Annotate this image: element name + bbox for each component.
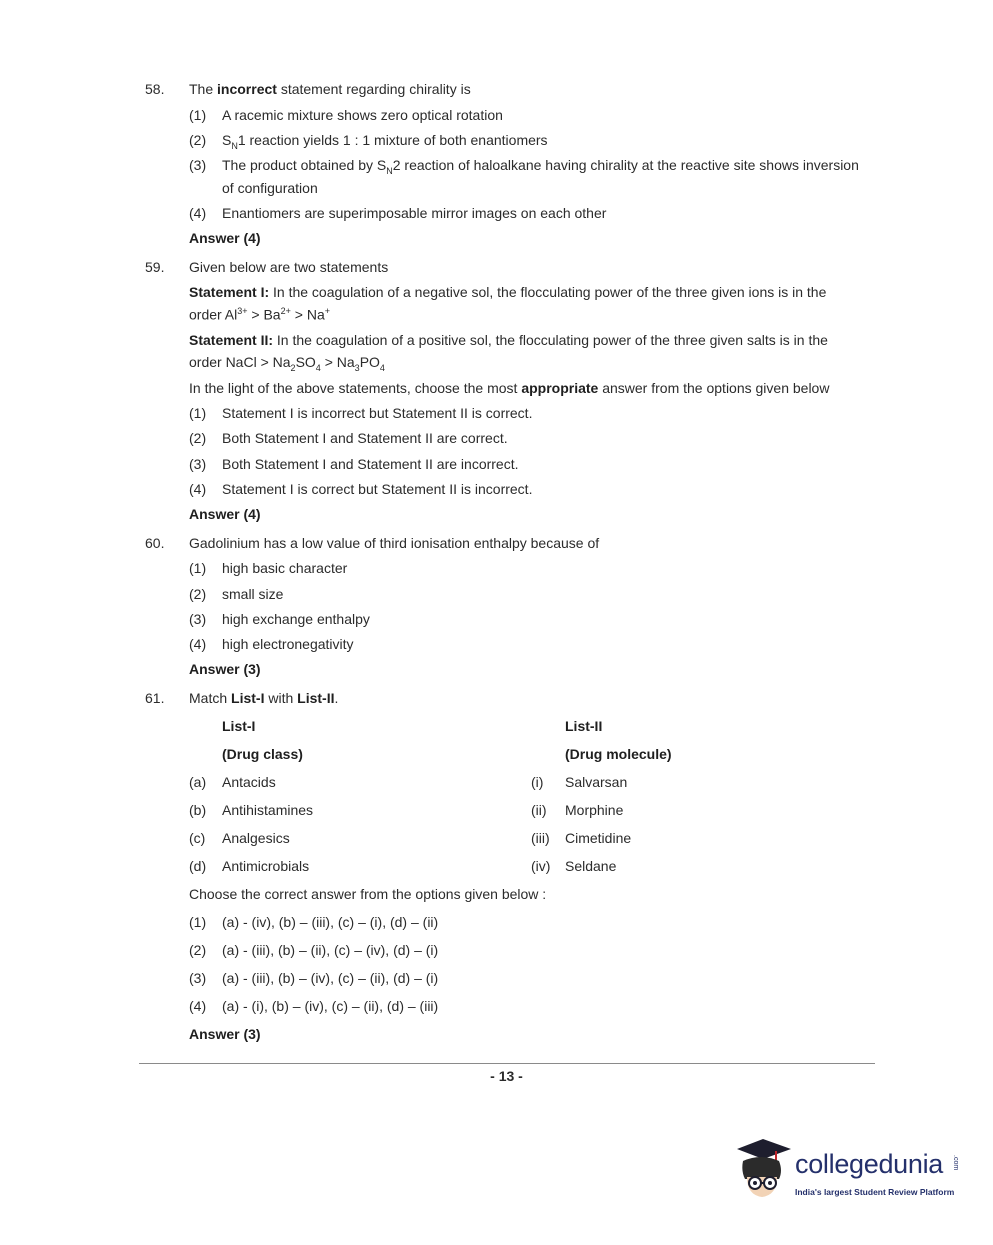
- list1-title: List-I: [222, 718, 256, 734]
- option-number: (2): [189, 942, 207, 958]
- option-text-continued: of configuration: [222, 180, 318, 196]
- option-number: (4): [189, 636, 207, 652]
- list2-label: (i): [531, 774, 544, 790]
- option-text: Statement I is incorrect but Statement II is correct.: [222, 405, 533, 421]
- list2-label: (iv): [531, 858, 551, 874]
- page-number: - 13 -: [490, 1068, 523, 1084]
- list1-label: (d): [189, 858, 207, 874]
- collegedunia-logo: [735, 1137, 965, 1207]
- option-number: (2): [189, 132, 207, 148]
- answer: Answer (4): [189, 230, 261, 246]
- list1-item: Antimicrobials: [222, 858, 310, 874]
- option-number: (2): [189, 430, 207, 446]
- logo-com: .com: [952, 1155, 959, 1171]
- question-text: The incorrect statement regarding chirality is: [189, 81, 471, 97]
- option-text: high basic character: [222, 560, 348, 576]
- logo-wordmark: collegedunia: [795, 1149, 944, 1179]
- option-number: (4): [189, 205, 207, 221]
- statement-2-order: order NaCl > $Na_2SO_4 > Na_3PO_4$: [189, 354, 385, 373]
- option-text: small size: [222, 586, 284, 602]
- option-text: (a) - (iii), (b) – (ii), (c) – (iv), (d) – (i): [222, 942, 439, 958]
- list2-label: (ii): [531, 802, 547, 818]
- list1-item: Antacids: [222, 774, 276, 790]
- option-number: (2): [189, 586, 207, 602]
- option-number: (4): [189, 481, 207, 497]
- instruction-text: Choose the correct answer from the options given below :: [189, 886, 547, 902]
- question-text: Match List-I with List-II.: [189, 690, 339, 706]
- list1-label: (b): [189, 802, 207, 818]
- option-text: A racemic mixture shows zero optical rotation: [222, 107, 503, 123]
- list2-item: Seldane: [565, 858, 617, 874]
- option-number: (3): [189, 970, 207, 986]
- answer: Answer (3): [189, 1026, 261, 1042]
- option-text: (a) - (iv), (b) – (iii), (c) – (i), (d) – (ii): [222, 914, 439, 930]
- question-text: Gadolinium has a low value of third ionisation enthalpy because of: [189, 535, 600, 551]
- list2-item: Cimetidine: [565, 830, 632, 846]
- option-text: Both Statement I and Statement II are correct.: [222, 430, 508, 446]
- list2-item: Salvarsan: [565, 774, 628, 790]
- option-number: (1): [189, 914, 207, 930]
- option-number: (4): [189, 998, 207, 1014]
- list2-item: Morphine: [565, 802, 624, 818]
- logo-tagline: India's largest Student Review Platform: [795, 1187, 955, 1197]
- instruction-text: In the light of the above statements, choose the most appropriate answer from the options given below: [189, 380, 830, 396]
- option-number: (3): [189, 456, 207, 472]
- option-text: (a) - (iii), (b) – (iv), (c) – (ii), (d) – (i): [222, 970, 439, 986]
- list2-title: List-II: [565, 718, 603, 734]
- list1-label: (a): [189, 774, 207, 790]
- option-number: (1): [189, 560, 207, 576]
- option-number: (1): [189, 405, 207, 421]
- footer-divider: [139, 1063, 875, 1064]
- statement-1-order: order $Al^{3+} > Ba^{2+} > Na^+$: [189, 306, 330, 323]
- question-number: 58.: [145, 81, 165, 97]
- option-text: (a) - (i), (b) – (iv), (c) – (ii), (d) – (iii): [222, 998, 439, 1014]
- answer: Answer (3): [189, 661, 261, 677]
- list1-item: Antihistamines: [222, 802, 314, 818]
- list2-label: (iii): [531, 830, 550, 846]
- question-text: Given below are two statements: [189, 259, 389, 275]
- list1-label: (c): [189, 830, 206, 846]
- statement-2: Statement II: In the coagulation of a positive sol, the flocculating power of the three given salts is in the: [189, 332, 828, 348]
- option-text: Enantiomers are superimposable mirror images on each other: [222, 205, 607, 221]
- option-number: (3): [189, 611, 207, 627]
- list1-item: Analgesics: [222, 830, 290, 846]
- option-number: (1): [189, 107, 207, 123]
- list1-subtitle: (Drug class): [222, 746, 303, 762]
- answer: Answer (4): [189, 506, 261, 522]
- option-text: The product obtained by $S_N2$ reaction of haloalkane having chirality at the reactive site shows inversion: [222, 157, 859, 176]
- option-text: $S_N1$ reaction yields 1 : 1 mixture of both enantiomers: [222, 132, 548, 151]
- option-text: Both Statement I and Statement II are incorrect.: [222, 456, 519, 472]
- option-text: high electronegativity: [222, 636, 354, 652]
- list2-subtitle: (Drug molecule): [565, 746, 672, 762]
- question-number: 60.: [145, 535, 165, 551]
- option-text: high exchange enthalpy: [222, 611, 370, 627]
- question-number: 59.: [145, 259, 165, 275]
- mascot-icon: [735, 1137, 795, 1203]
- option-number: (3): [189, 157, 207, 173]
- question-number: 61.: [145, 690, 165, 706]
- statement-1: Statement I: In the coagulation of a negative sol, the flocculating power of the three given ions is in the: [189, 284, 827, 300]
- option-text: Statement I is correct but Statement II is incorrect.: [222, 481, 533, 497]
